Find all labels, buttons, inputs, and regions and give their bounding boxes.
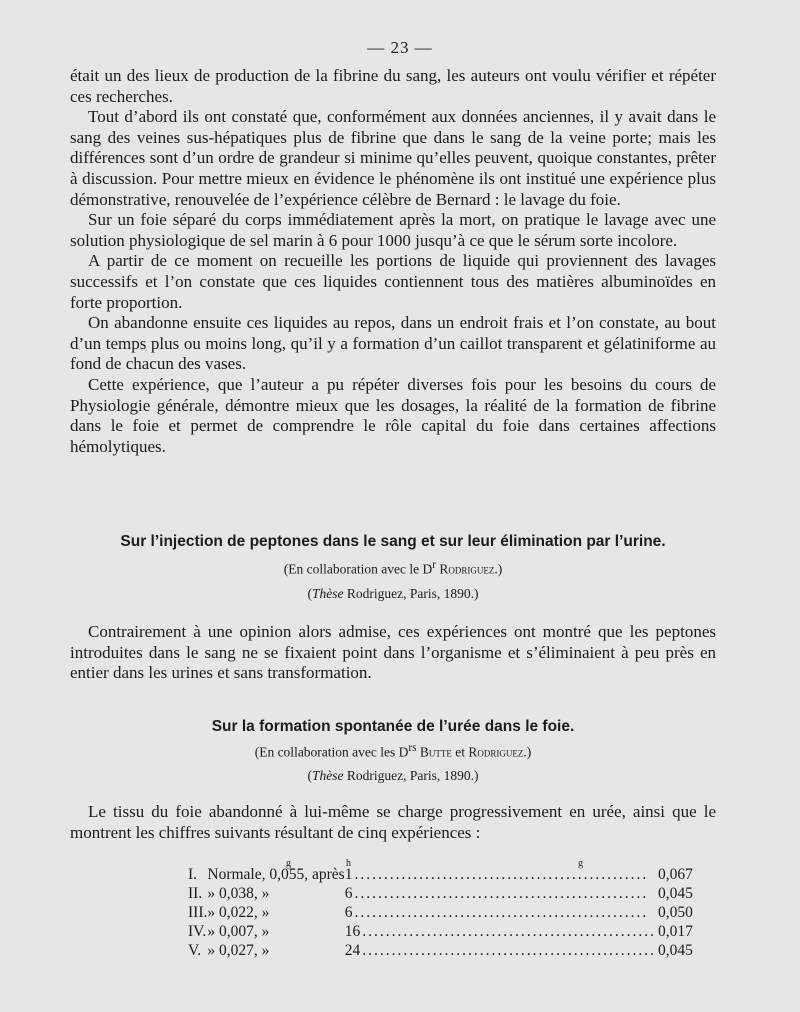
table-row [188, 942, 693, 961]
collaboration-note [70, 559, 716, 578]
thesis-reference [70, 768, 716, 784]
intro-text-block [70, 66, 716, 457]
row-condition: Normale, 0,055, après [207, 866, 345, 883]
row-value: 0,050 [657, 904, 693, 921]
paragraph: A partir de ce moment on recueille les portions de liquide qui proviennent des lavages successifs et l’on constate que ces liquides contiennent tous des matières albuminoïdes en forte proportion. [70, 251, 716, 312]
unit-grams: g [286, 858, 291, 869]
row-value: 0,045 [657, 942, 693, 959]
row-hours: 1 [344, 866, 353, 883]
collab-sup: r [432, 559, 436, 571]
paragraph: était un des lieux de production de la fibrine du sang, les auteurs ont voulu vérifier et répéter ces recherches. [70, 66, 716, 106]
paragraph: Le tissu du foie abandonné à lui-même se charge progressivement en urée, ainsi que le montrent les chiffres suivants résultant de cinq expériences : [70, 802, 716, 842]
table-row [188, 923, 693, 942]
thesis-details: Rodriguez, Paris, 1890.) [343, 586, 479, 601]
collab-prefix: (En collaboration avec le D [283, 561, 433, 577]
collab-suffix: ) [497, 561, 503, 577]
row-condition: » 0,027, » [207, 942, 270, 959]
row-condition: » 0,038, » [207, 885, 270, 902]
dot-leader: .................................................. [354, 904, 649, 921]
paren: ( [307, 768, 312, 783]
dot-leader: .................................................. [362, 942, 656, 959]
row-hours: 16 [344, 923, 361, 940]
row-number: IV. [188, 923, 207, 940]
paragraph: Contrairement à une opinion alors admise, ces expériences ont montré que les peptones introduites dans le sang ne se fixaient point dans l’organisme et s’éliminaient à peu près en entier dans les urines et sans transformation. [70, 622, 716, 683]
collab-sup: rs [408, 742, 417, 754]
row-number: II. [188, 885, 203, 902]
dot-leader: .................................................. [362, 923, 656, 940]
unit-hours: h [346, 858, 351, 869]
dot-leader: .................................................. [354, 885, 649, 902]
row-number: V. [188, 942, 202, 959]
paragraph: On abandonne ensuite ces liquides au repos, dans un endroit frais et l’on constate, au bout d’un temps plus ou moins long, qu’il y a formation d’un caillot transparent et gélatiniforme au fond de chacun des vases. [70, 313, 716, 374]
collab-name: Rodriguez. [468, 744, 527, 760]
collab-and: et [451, 744, 469, 760]
row-number: III. [188, 904, 208, 921]
thesis-word: Thèse [312, 586, 344, 601]
collaboration-note [70, 742, 716, 761]
table-row [188, 885, 693, 904]
row-number: I. [188, 866, 198, 883]
page-number: — 23 — [367, 38, 433, 57]
thesis-word: Thèse [312, 768, 344, 783]
thesis-details: Rodriguez, Paris, 1890.) [343, 768, 479, 783]
row-condition: » 0,007, » [207, 923, 270, 940]
row-hours: 24 [344, 942, 361, 959]
paragraph: Sur un foie séparé du corps immédiatement après la mort, on pratique le lavage avec une solution physiologique de sel marin à 6 pour 1000 jusqu’à ce que le sérum sorte incolore. [70, 210, 716, 250]
row-hours: 6 [344, 904, 353, 921]
table-row [188, 866, 693, 885]
collab-name: Rodriguez. [439, 561, 498, 577]
section-heading-uree: Sur la formation spontanée de l’urée dans le foie. [211, 718, 575, 735]
table-row [188, 904, 693, 923]
dot-leader: .................................................. [354, 866, 649, 883]
row-value: 0,067 [657, 866, 693, 883]
collab-prefix: (En collaboration avec les D [254, 744, 409, 760]
paragraph: Tout d’abord ils ont constaté que, conformément aux données anciennes, il y avait dans le sang des veines sus-hépatiques plus de fibrine que dans le sang de la veine porte; mais les différences sont d’un ordre de grandeur si minime qu’elles peuvent, quoique constantes, prêter à discussion. Pour mettre mieux en évidence le phénomène ils ont institué une expérience plus démonstrative, renouvelée de l’expérience célèbre de Bernard : le lavage du foie. [70, 107, 716, 209]
uree-text-block [70, 802, 716, 843]
collab-suffix: ) [526, 744, 532, 760]
paren: ( [307, 586, 312, 601]
unit-grams-right: g [578, 858, 583, 869]
peptones-text-block [70, 622, 716, 684]
collab-name: Butte [419, 744, 452, 760]
paragraph: Cette expérience, que l’auteur a pu répéter diverses fois pour les besoins du cours de Physiologie générale, démontre mieux que les dosages, la réalité de la formation de fibrine dans le foie et permet de comprendre le rôle capital du foie dans certaines affections hémolytiques. [70, 374, 716, 456]
row-value: 0,017 [657, 923, 693, 940]
section-heading-peptones: Sur l’injection de peptones dans le sang et sur leur élimination par l’urine. [120, 533, 666, 550]
row-hours: 6 [344, 885, 353, 902]
row-value: 0,045 [657, 885, 693, 902]
results-table [188, 866, 693, 961]
row-condition: » 0,022, » [207, 904, 270, 921]
thesis-reference [70, 586, 716, 602]
